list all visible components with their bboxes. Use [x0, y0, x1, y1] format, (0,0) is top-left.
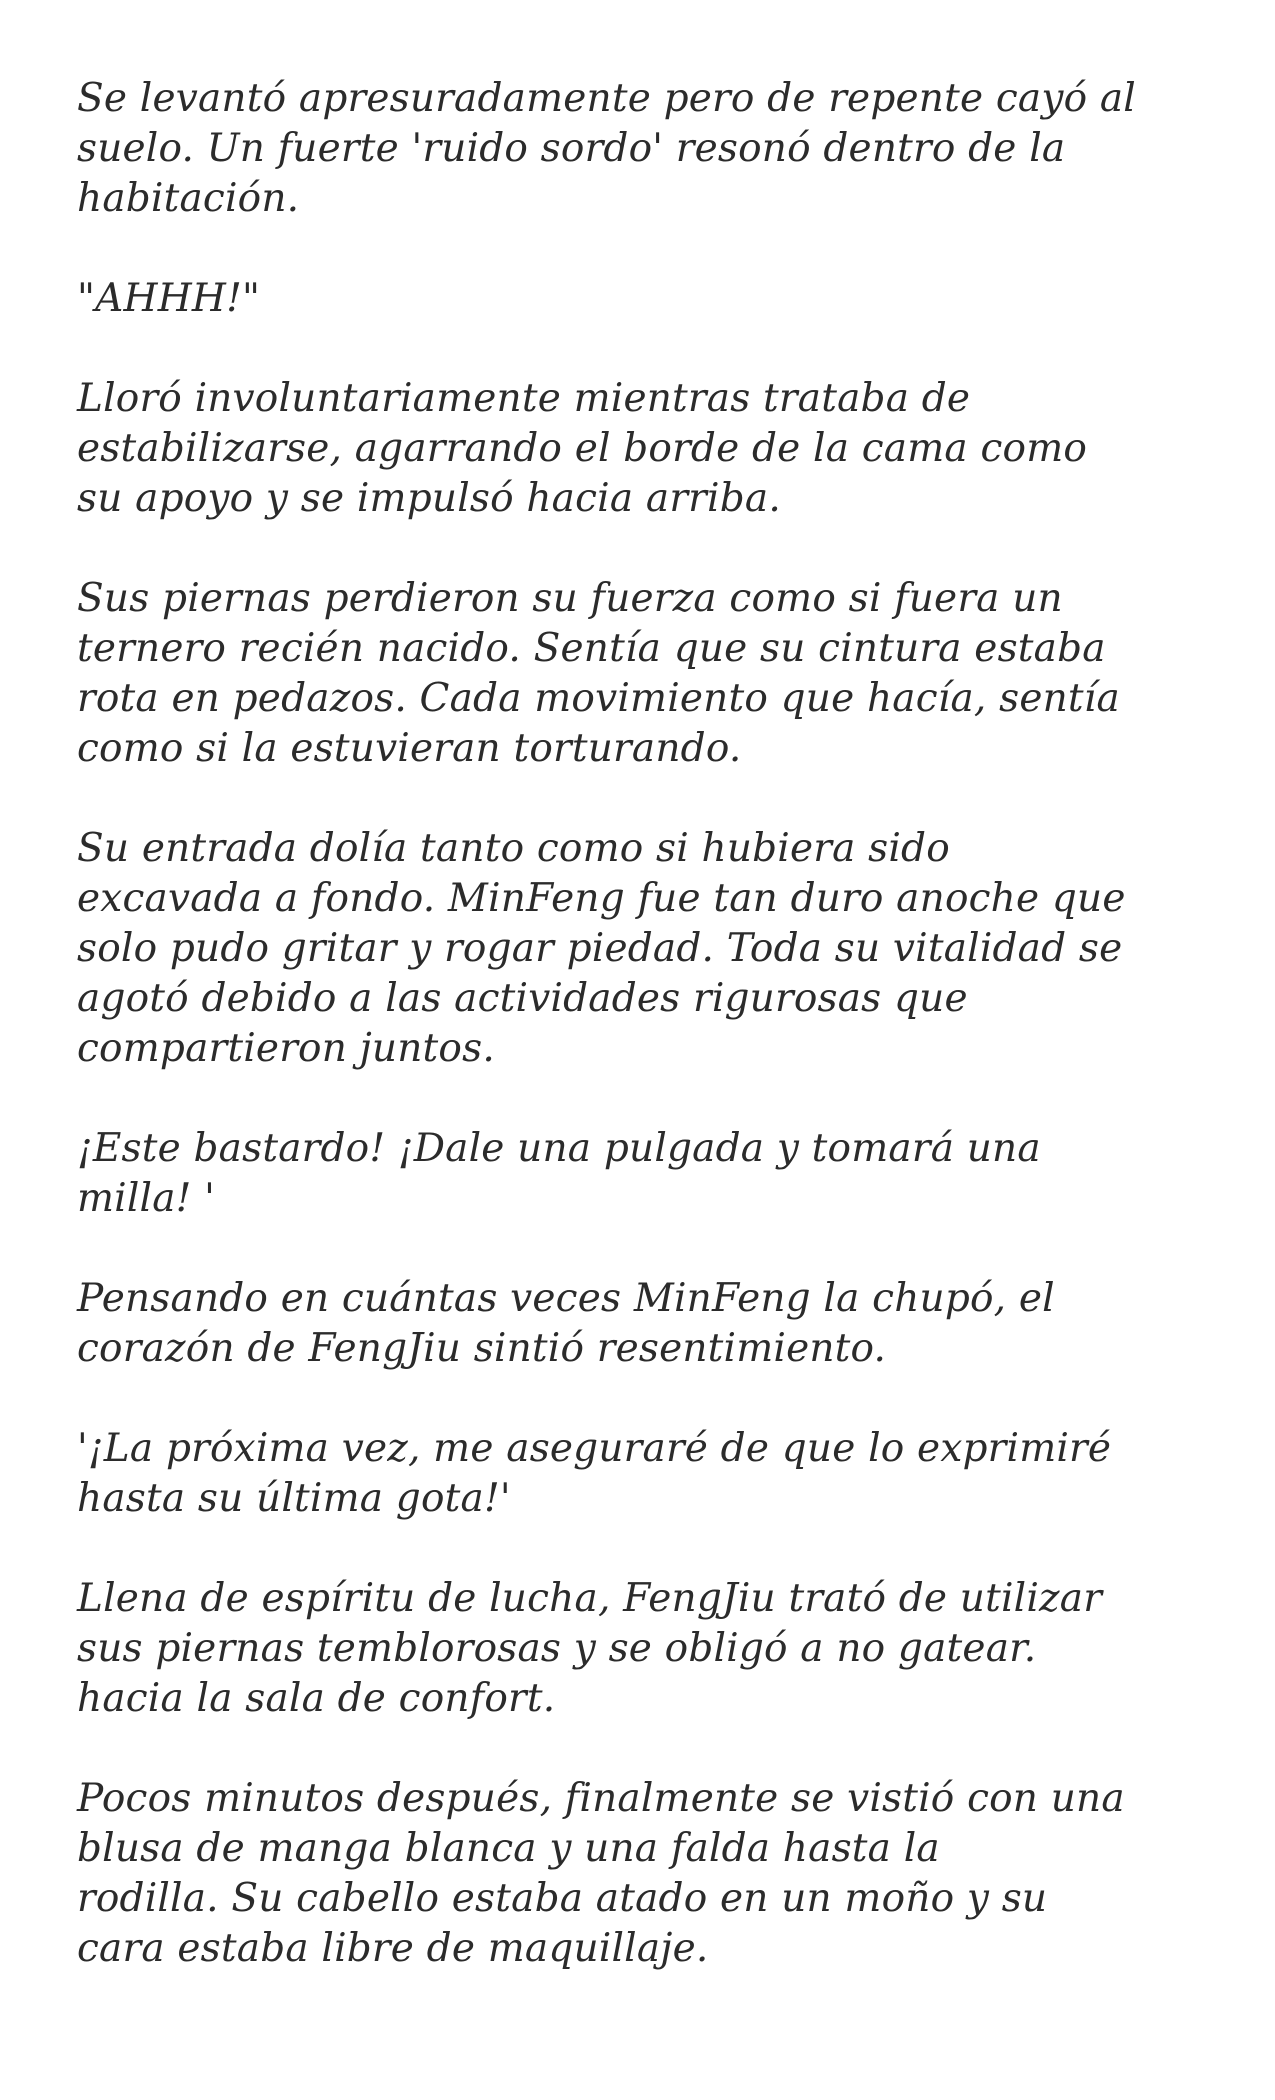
text-line: habitación.: [77, 176, 300, 221]
text-line: blusa de manga blanca y una falda hasta la: [77, 1826, 940, 1871]
text-line: Llena de espíritu de lucha, FengJiu trató de utilizar: [77, 1576, 1103, 1621]
text-line: hasta su última gota!': [77, 1476, 511, 1521]
text-line: Sus piernas perdieron su fuerza como si fuera un: [77, 576, 1063, 621]
paragraph: [77, 374, 1227, 524]
paragraph: [77, 74, 1227, 224]
text-line: rodilla. Su cabello estaba atado en un moño y su: [77, 1876, 1048, 1921]
paragraph: [77, 1574, 1227, 1724]
text-line: rota en pedazos. Cada movimiento que hacía, sentía: [77, 676, 1120, 721]
text-line: Su entrada dolía tanto como si hubiera sido: [77, 826, 950, 871]
document-page: [77, 74, 1227, 2024]
text-line: ternero recién nacido. Sentía que su cintura estaba: [77, 626, 1106, 671]
text-line: solo pudo gritar y rogar piedad. Toda su vitalidad se: [77, 926, 1123, 971]
text-line: milla! ': [77, 1176, 216, 1221]
paragraph: [77, 1774, 1227, 1974]
text-line: Pensando en cuántas veces MinFeng la chupó, el: [77, 1276, 1055, 1321]
text-line: excavada a fondo. MinFeng fue tan duro anoche que: [77, 876, 1126, 921]
text-line: hacia la sala de confort.: [77, 1676, 556, 1721]
text-line: sus piernas temblorosas y se obligó a no gatear.: [77, 1626, 1037, 1671]
paragraph: [77, 1124, 1227, 1224]
paragraph: [77, 274, 1227, 324]
text-line: suelo. Un fuerte 'ruido sordo' resonó dentro de la: [77, 126, 1066, 171]
paragraph: [77, 1274, 1227, 1374]
text-line: "AHHH!": [77, 276, 261, 321]
text-line: corazón de FengJiu sintió resentimiento.: [77, 1326, 887, 1371]
text-line: estabilizarse, agarrando el borde de la cama como: [77, 426, 1088, 471]
text-line: Lloró involuntariamente mientras trataba de: [77, 376, 971, 421]
text-line: compartieron juntos.: [77, 1026, 495, 1071]
text-line: Pocos minutos después, finalmente se vistió con una: [77, 1776, 1125, 1821]
paragraph: [77, 574, 1227, 774]
text-line: su apoyo y se impulsó hacia arriba.: [77, 476, 781, 521]
paragraph: [77, 1424, 1227, 1524]
text-line: Se levantó apresuradamente pero de repente cayó al: [77, 76, 1136, 121]
text-line: cara estaba libre de maquillaje.: [77, 1926, 709, 1971]
text-line: '¡La próxima vez, me aseguraré de que lo exprimiré: [77, 1426, 1112, 1471]
text-line: agotó debido a las actividades rigurosas que: [77, 976, 968, 1021]
text-line: ¡Este bastardo! ¡Dale una pulgada y tomará una: [77, 1126, 1041, 1171]
paragraph: [77, 824, 1227, 1074]
text-line: como si la estuvieran torturando.: [77, 726, 742, 771]
